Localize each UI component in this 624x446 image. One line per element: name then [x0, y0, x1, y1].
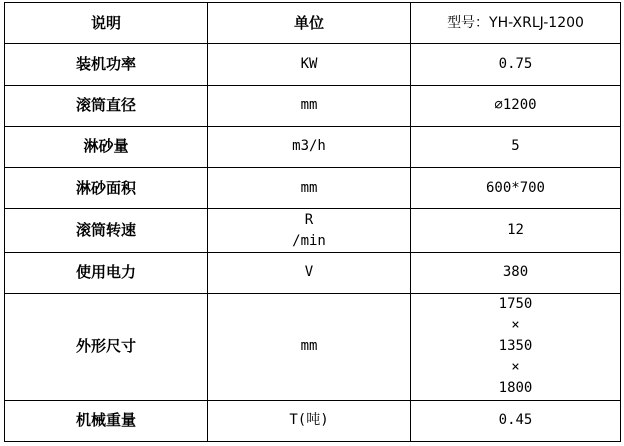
- row-label: 滚筒转速: [5, 209, 208, 252]
- row-value: [411, 44, 621, 85]
- row-label: 机械重量: [5, 400, 208, 441]
- row-unit: [208, 252, 411, 293]
- row-value: [411, 252, 621, 293]
- unit-line: mm: [300, 179, 318, 196]
- header-unit: 单位: [208, 3, 411, 44]
- value-line: 1800: [498, 380, 533, 397]
- value-line: 0.75: [498, 55, 533, 72]
- value-line: 12: [507, 222, 524, 239]
- row-unit: [208, 293, 411, 400]
- value-line: ∅1200: [494, 97, 537, 114]
- row-unit: [208, 85, 411, 126]
- row-label: 使用电力: [5, 252, 208, 293]
- unit-line: KW: [300, 55, 318, 72]
- value-line: 5: [511, 138, 520, 155]
- value-line: 1350: [498, 338, 533, 355]
- unit-line: T(吨): [289, 412, 329, 429]
- table-row: [5, 400, 621, 441]
- table-row: [5, 44, 621, 85]
- row-value: [411, 209, 621, 252]
- row-value: [411, 168, 621, 209]
- header-row: [5, 3, 621, 44]
- unit-line: R: [304, 211, 314, 228]
- table-row: [5, 252, 621, 293]
- value-line: ×: [511, 359, 520, 376]
- row-unit: [208, 126, 411, 167]
- spec-table: [4, 2, 621, 442]
- unit-line: mm: [300, 97, 318, 114]
- header-description: 说明: [5, 3, 208, 44]
- unit-line: m3/h: [292, 138, 326, 155]
- row-unit: [208, 168, 411, 209]
- row-value: [411, 85, 621, 126]
- row-label: 淋砂面积: [5, 168, 208, 209]
- unit-line: V: [304, 264, 314, 281]
- value-line: 0.45: [498, 412, 533, 429]
- table-row: [5, 126, 621, 167]
- row-value: [411, 126, 621, 167]
- unit-line: /min: [292, 232, 326, 249]
- value-line: 600*700: [485, 179, 545, 196]
- row-label: 外形尺寸: [5, 293, 208, 400]
- value-line: 380: [502, 264, 529, 281]
- table-row: [5, 209, 621, 252]
- value-line: ×: [511, 317, 520, 334]
- row-label: 滚筒直径: [5, 85, 208, 126]
- row-label: 装机功率: [5, 44, 208, 85]
- row-unit: [208, 400, 411, 441]
- value-line: 1750: [498, 296, 533, 313]
- table-row: [5, 85, 621, 126]
- header-model: 型号：YH-XRLJ-1200: [411, 3, 621, 44]
- row-value: [411, 293, 621, 400]
- row-label: 淋砂量: [5, 126, 208, 167]
- row-value: [411, 400, 621, 441]
- unit-line: mm: [300, 338, 318, 355]
- row-unit: [208, 209, 411, 252]
- row-unit: [208, 44, 411, 85]
- table-row: [5, 168, 621, 209]
- spec-table-body: [5, 3, 621, 442]
- table-row: [5, 293, 621, 400]
